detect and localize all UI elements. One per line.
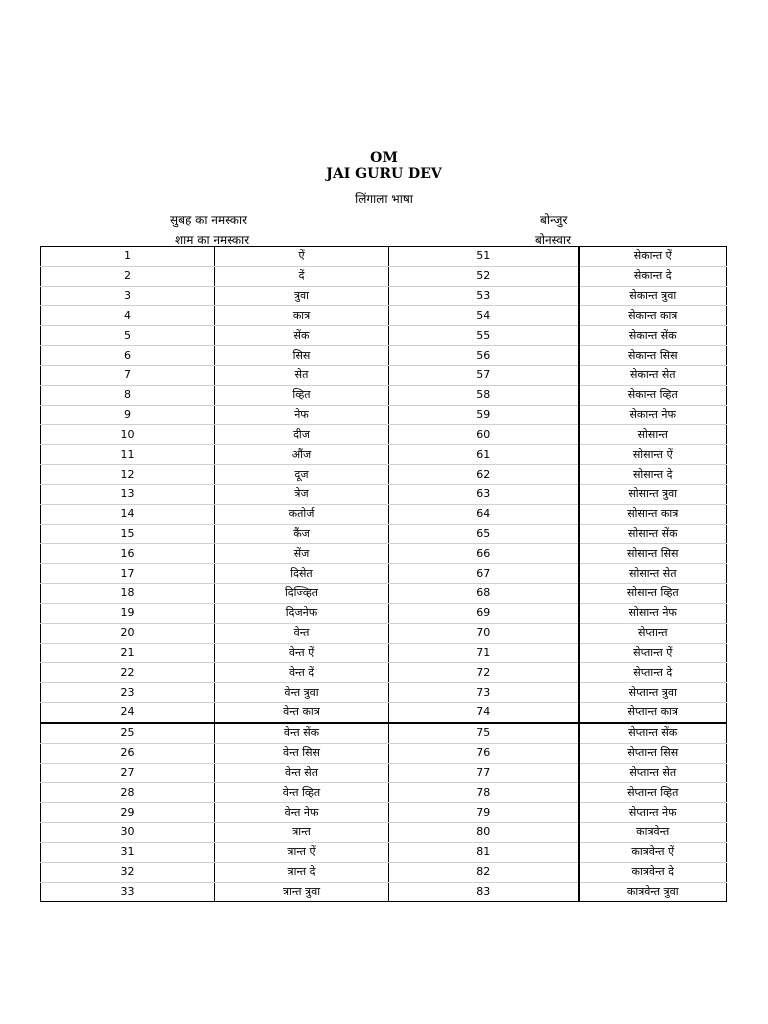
word-cell: कैंज [215, 524, 389, 544]
number-cell: 62 [389, 465, 579, 485]
evening-greeting-hindi: शाम का नमस्कार [175, 233, 250, 247]
word-cell: सेकान्त त्रुवा [579, 286, 727, 306]
word-cell: सेप्तान्त व्हित [579, 783, 727, 803]
number-cell: 64 [389, 504, 579, 524]
number-cell: 56 [389, 346, 579, 366]
word-cell: सोसान्त व्हित [579, 584, 727, 604]
table-row [41, 266, 727, 286]
word-cell: कात्रवेन्त ऐं [579, 842, 727, 862]
number-cell: 22 [41, 663, 215, 683]
number-cell: 16 [41, 544, 215, 564]
word-cell: सेत [215, 365, 389, 385]
number-cell: 66 [389, 544, 579, 564]
word-cell: कतोर्ज [215, 504, 389, 524]
word-cell: सोसान्त सेत [579, 564, 727, 584]
number-cell: 7 [41, 365, 215, 385]
word-cell: दिज्व्हित [215, 584, 389, 604]
table-row [41, 326, 727, 346]
table-row [41, 484, 727, 504]
morning-greeting-lingala: बोन्जुर [540, 213, 568, 227]
table-row [41, 564, 727, 584]
number-cell: 69 [389, 603, 579, 623]
number-cell: 55 [389, 326, 579, 346]
word-cell: कात्रवेन्त दे [579, 862, 727, 882]
numbers-table-body [41, 247, 727, 902]
number-cell: 61 [389, 445, 579, 465]
number-cell: 83 [389, 882, 579, 902]
word-cell: दें [215, 266, 389, 286]
word-cell: सेकान्त व्हित [579, 385, 727, 405]
table-row [41, 603, 727, 623]
number-cell: 14 [41, 504, 215, 524]
number-cell: 31 [41, 842, 215, 862]
word-cell: सेप्तान्त दे [579, 663, 727, 683]
table-row [41, 763, 727, 783]
word-cell: सेप्तान्त सिस [579, 743, 727, 763]
number-cell: 30 [41, 823, 215, 843]
word-cell: कात्रवेन्त [579, 823, 727, 843]
word-cell: वेन्त सेत [215, 763, 389, 783]
number-cell: 79 [389, 803, 579, 823]
word-cell: कात्र [215, 306, 389, 326]
number-cell: 24 [41, 703, 215, 723]
number-cell: 5 [41, 326, 215, 346]
table-row [41, 862, 727, 882]
table-row [41, 247, 727, 267]
number-cell: 68 [389, 584, 579, 604]
word-cell: वेन्त [215, 623, 389, 643]
table-row [41, 803, 727, 823]
word-cell: दिजनेफ [215, 603, 389, 623]
number-cell: 78 [389, 783, 579, 803]
word-cell: ऐं [215, 247, 389, 267]
word-cell: सोसान्त दे [579, 465, 727, 485]
word-cell: सेंज [215, 544, 389, 564]
number-cell: 28 [41, 783, 215, 803]
number-cell: 74 [389, 703, 579, 723]
word-cell: वेन्त दें [215, 663, 389, 683]
number-cell: 76 [389, 743, 579, 763]
number-cell: 72 [389, 663, 579, 683]
word-cell: सेकान्त दे [579, 266, 727, 286]
word-cell: व्हित [215, 385, 389, 405]
number-cell: 23 [41, 683, 215, 703]
number-cell: 3 [41, 286, 215, 306]
number-cell: 65 [389, 524, 579, 544]
word-cell: सोसान्त [579, 425, 727, 445]
number-cell: 54 [389, 306, 579, 326]
word-cell: सेकान्त कात्र [579, 306, 727, 326]
number-cell: 67 [389, 564, 579, 584]
table-row [41, 823, 727, 843]
word-cell: सेकान्त सिस [579, 346, 727, 366]
number-cell: 11 [41, 445, 215, 465]
word-cell: सेप्तान्त कात्र [579, 703, 727, 723]
word-cell: सेप्तान्त सेंक [579, 723, 727, 743]
word-cell: सिस [215, 346, 389, 366]
number-cell: 13 [41, 484, 215, 504]
table-row [41, 663, 727, 683]
word-cell: नेफ [215, 405, 389, 425]
table-row [41, 544, 727, 564]
table-row [41, 346, 727, 366]
word-cell: त्रुवा [215, 286, 389, 306]
word-cell: सोसान्त सिस [579, 544, 727, 564]
word-cell: सोसान्त ऐं [579, 445, 727, 465]
word-cell: वेन्त ऐं [215, 643, 389, 663]
word-cell: वेन्त व्हित [215, 783, 389, 803]
number-cell: 81 [389, 842, 579, 862]
number-cell: 20 [41, 623, 215, 643]
table-row [41, 584, 727, 604]
table-row [41, 683, 727, 703]
word-cell: त्रान्त ऐं [215, 842, 389, 862]
number-cell: 26 [41, 743, 215, 763]
number-cell: 57 [389, 365, 579, 385]
word-cell: कात्रवेन्त त्रुवा [579, 882, 727, 902]
word-cell: दीज [215, 425, 389, 445]
number-cell: 21 [41, 643, 215, 663]
number-cell: 59 [389, 405, 579, 425]
table-row [41, 465, 727, 485]
number-cell: 58 [389, 385, 579, 405]
number-cell: 70 [389, 623, 579, 643]
word-cell: सेप्तान्त ऐं [579, 643, 727, 663]
word-cell: सेकान्त ऐं [579, 247, 727, 267]
numbers-table [40, 246, 727, 902]
number-cell: 80 [389, 823, 579, 843]
table-row [41, 425, 727, 445]
word-cell: सोसान्त कात्र [579, 504, 727, 524]
table-row [41, 703, 727, 723]
number-cell: 17 [41, 564, 215, 584]
number-cell: 53 [389, 286, 579, 306]
word-cell: सेप्तान्त [579, 623, 727, 643]
number-cell: 32 [41, 862, 215, 882]
word-cell: वेन्त सेंक [215, 723, 389, 743]
table-row [41, 643, 727, 663]
number-cell: 75 [389, 723, 579, 743]
number-cell: 18 [41, 584, 215, 604]
word-cell: सेप्तान्त सेत [579, 763, 727, 783]
number-cell: 2 [41, 266, 215, 286]
word-cell: दूज [215, 465, 389, 485]
title-jai-guru-dev: JAI GURU DEV [326, 166, 442, 182]
number-cell: 82 [389, 862, 579, 882]
table-row [41, 445, 727, 465]
word-cell: त्रेज [215, 484, 389, 504]
word-cell: वेन्त सिस [215, 743, 389, 763]
word-cell: सेंक [215, 326, 389, 346]
table-row [41, 405, 727, 425]
number-cell: 27 [41, 763, 215, 783]
table-row [41, 504, 727, 524]
table-row [41, 723, 727, 743]
number-cell: 19 [41, 603, 215, 623]
number-cell: 52 [389, 266, 579, 286]
word-cell: वेन्त नेफ [215, 803, 389, 823]
morning-greeting-hindi: सुबह का नमस्कार [170, 213, 248, 227]
word-cell: त्रान्त दे [215, 862, 389, 882]
number-cell: 51 [389, 247, 579, 267]
number-cell: 63 [389, 484, 579, 504]
word-cell: सेकान्त नेफ [579, 405, 727, 425]
word-cell: वेन्त त्रुवा [215, 683, 389, 703]
number-cell: 29 [41, 803, 215, 823]
word-cell: सेकान्त सेंक [579, 326, 727, 346]
number-cell: 6 [41, 346, 215, 366]
number-cell: 15 [41, 524, 215, 544]
table-row [41, 286, 727, 306]
word-cell: दिसेत [215, 564, 389, 584]
table-row [41, 882, 727, 902]
evening-greeting-lingala: बोनस्वार [535, 233, 571, 247]
number-cell: 10 [41, 425, 215, 445]
word-cell: सोसान्त सेंक [579, 524, 727, 544]
word-cell: सेप्तान्त त्रुवा [579, 683, 727, 703]
table-row [41, 385, 727, 405]
word-cell: सोसान्त त्रुवा [579, 484, 727, 504]
number-cell: 1 [41, 247, 215, 267]
table-row [41, 743, 727, 763]
word-cell: त्रान्त त्रुवा [215, 882, 389, 902]
table-row [41, 623, 727, 643]
title-om: OM [370, 150, 398, 166]
word-cell: सेप्तान्त नेफ [579, 803, 727, 823]
table-row [41, 365, 727, 385]
word-cell: सोसान्त नेफ [579, 603, 727, 623]
word-cell: सेकान्त सेत [579, 365, 727, 385]
number-cell: 9 [41, 405, 215, 425]
number-cell: 25 [41, 723, 215, 743]
number-cell: 60 [389, 425, 579, 445]
word-cell: त्रान्त [215, 823, 389, 843]
table-row [41, 842, 727, 862]
number-cell: 33 [41, 882, 215, 902]
number-cell: 71 [389, 643, 579, 663]
table-row [41, 524, 727, 544]
table-row [41, 306, 727, 326]
number-cell: 4 [41, 306, 215, 326]
language-subtitle: लिंगाला भाषा [355, 192, 413, 206]
number-cell: 73 [389, 683, 579, 703]
number-cell: 12 [41, 465, 215, 485]
word-cell: औंज [215, 445, 389, 465]
table-row [41, 783, 727, 803]
number-cell: 77 [389, 763, 579, 783]
word-cell: वेन्त कात्र [215, 703, 389, 723]
number-cell: 8 [41, 385, 215, 405]
